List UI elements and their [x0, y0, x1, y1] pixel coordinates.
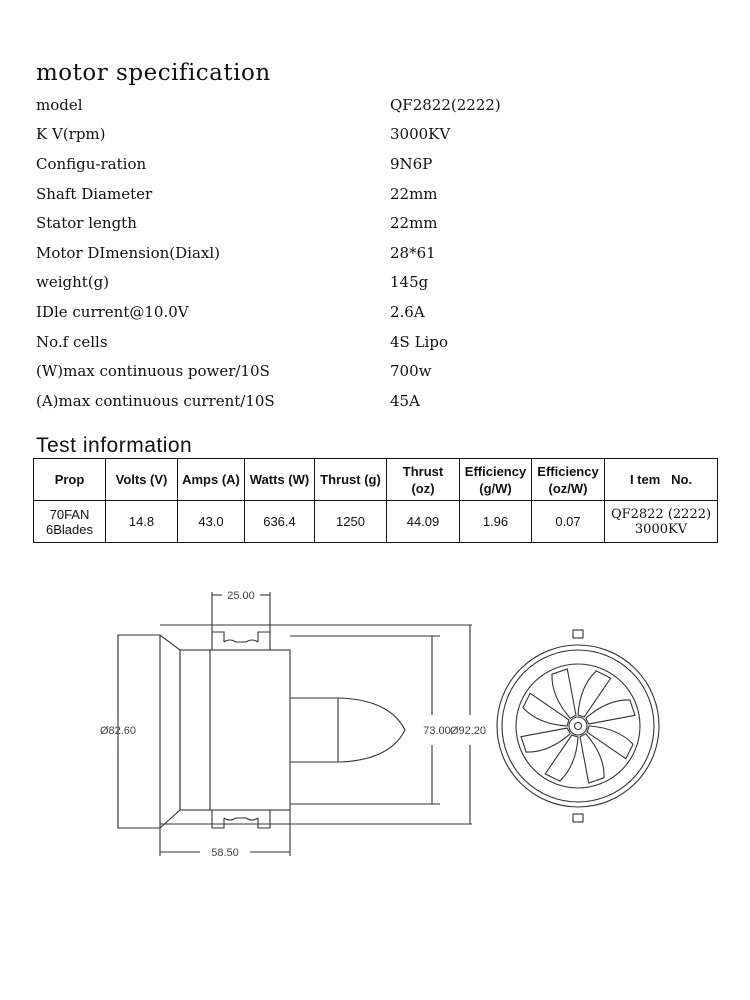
- tail-cone: [290, 698, 405, 762]
- fan-front-view: [497, 630, 659, 822]
- header-thrust-g: Thrust (g): [315, 459, 387, 501]
- spec-key: Stator length: [36, 214, 137, 233]
- table-row: [34, 501, 718, 543]
- spec-value: 45A: [390, 391, 420, 410]
- dimension-drawing: [0, 570, 750, 870]
- fan-housing: [180, 650, 290, 810]
- spec-row: [36, 327, 716, 357]
- spec-key: K V(rpm): [36, 125, 106, 144]
- mount-tab-top: [212, 632, 270, 650]
- header-watts: Watts (W): [245, 459, 315, 501]
- spec-value: 4S Lipo: [390, 332, 448, 351]
- spec-key: Shaft Diameter: [36, 184, 153, 203]
- spec-key: (W)max continuous power/10S: [36, 362, 270, 381]
- spec-row: [36, 90, 716, 120]
- spec-value: 9N6P: [390, 154, 433, 173]
- spec-row: [36, 356, 716, 386]
- dim-top-label: 25.00: [227, 590, 255, 602]
- spec-row: [36, 179, 716, 209]
- spec-value: 22mm: [390, 214, 438, 233]
- spec-title: motor specification: [36, 60, 271, 86]
- spec-value: 3000KV: [390, 125, 451, 144]
- spec-key: (A)max continuous current/10S: [36, 391, 275, 410]
- cell-efficiency-ozw: 0.07: [532, 501, 605, 543]
- spec-value: 22mm: [390, 184, 438, 203]
- spec-value: 2.6A: [390, 302, 425, 321]
- spec-row: [36, 297, 716, 327]
- spec-row: [36, 120, 716, 150]
- dim-inner-label: 73.00: [423, 725, 451, 737]
- table-header-row: [34, 459, 718, 501]
- cell-efficiency-gw: 1.96: [460, 501, 532, 543]
- fan-blade: [587, 726, 633, 759]
- spec-key: IDle current@10.0V: [36, 302, 189, 321]
- spec-value: QF2822(2222): [390, 95, 501, 114]
- cell-amps: 43.0: [178, 501, 245, 543]
- header-thrust-oz: Thrust (oz): [387, 459, 460, 501]
- header-efficiency-gw: Efficiency (g/W): [460, 459, 532, 501]
- fan-blade: [545, 735, 578, 781]
- dim-outer-dia-label: Ø92.20: [449, 725, 487, 737]
- test-table: [33, 458, 718, 543]
- header-amps: Amps (A): [178, 459, 245, 501]
- cell-item-no: QF2822 (2222) 3000KV: [605, 501, 718, 543]
- header-efficiency-ozw: Efficiency (oz/W): [532, 459, 605, 501]
- dim-bottom-label: 58.50: [211, 847, 239, 859]
- header-prop: Prop: [34, 459, 106, 501]
- cell-thrust-oz: 44.09: [387, 501, 460, 543]
- cell-prop: 70FAN 6Blades: [34, 501, 106, 543]
- header-item-no: I tem No.: [605, 459, 718, 501]
- spec-value: 28*61: [390, 243, 436, 262]
- spec-row: [36, 238, 716, 268]
- spec-table: [36, 90, 716, 416]
- fan-blade: [578, 671, 611, 717]
- spec-row: [36, 208, 716, 238]
- spec-key: model: [36, 95, 83, 114]
- spec-key: weight(g): [36, 273, 110, 292]
- cell-watts: 636.4: [245, 501, 315, 543]
- spec-row: [36, 268, 716, 298]
- spec-value: 145g: [390, 273, 429, 292]
- cell-volts: 14.8: [106, 501, 178, 543]
- header-volts: Volts (V): [106, 459, 178, 501]
- spec-key: No.f cells: [36, 332, 108, 351]
- test-title: Test information: [36, 434, 193, 457]
- spec-row: [36, 149, 716, 179]
- fan-blade: [523, 693, 569, 726]
- spec-key: Configu-ration: [36, 154, 147, 173]
- spec-row: [36, 386, 716, 416]
- spec-key: Motor DImension(Diaxl): [36, 243, 221, 262]
- dim-left-dia-label: Ø82.60: [99, 725, 137, 737]
- spec-value: 700w: [390, 362, 432, 381]
- mount-tab-bottom: [212, 810, 270, 828]
- cell-thrust-g: 1250: [315, 501, 387, 543]
